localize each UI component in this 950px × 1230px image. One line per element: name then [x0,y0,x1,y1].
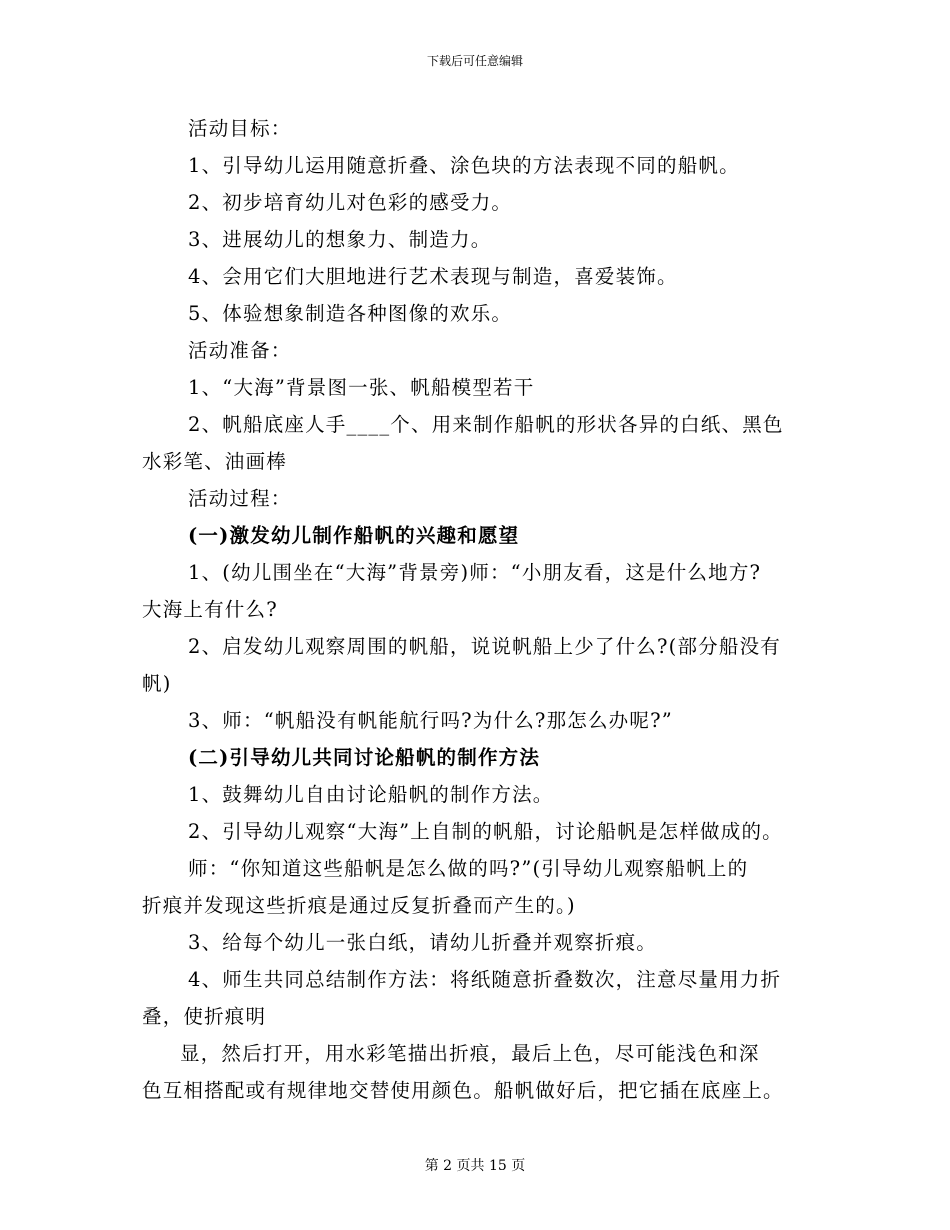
paragraph-line: 3、给每个幼儿一张白纸，请幼儿折叠并观察折痕。 [188,931,658,954]
section-heading-goals: 活动目标： [188,117,292,140]
paragraph-line: 5、体验想象制造各种图像的欢乐。 [188,302,513,325]
section-heading-preparation: 活动准备： [188,339,292,362]
subsection-heading-2: (二)引导幼儿共同讨论船帆的制作方法 [188,746,541,769]
paragraph-line: 3、师：“帆船没有帆能航行吗?为什么?那怎么办呢?” [188,709,673,732]
paragraph-line-continued: 折痕并发现这些折痕是通过反复折叠而产生的。) [142,894,576,917]
subsection-heading-1: (一)激发幼儿制作船帆的兴趣和愿望 [188,524,520,547]
paragraph-line: 师：“你知道这些船帆是怎么做的吗?”(引导幼儿观察船帆上的 [188,857,749,880]
paragraph-line: 显，然后打开，用水彩笔描出折痕，最后上色，尽可能浅色和深 [180,1042,760,1065]
paragraph-line-continued: 水彩笔、油画棒 [142,450,287,473]
paragraph-line-continued: 叠，使折痕明 [142,1005,267,1028]
paragraph-line: 2、引导幼儿观察“大海”上自制的帆船，讨论船帆是怎样做成的。 [188,820,783,843]
page-footer: 第 2 页共 15 页 [424,1158,526,1174]
section-heading-process: 活动过程： [188,487,292,510]
paragraph-line-continued: 色互相搭配或有规律地交替使用颜色。船帆做好后，把它插在底座上。 [142,1079,784,1102]
paragraph-line: 2、帆船底座人手____个、用来制作船帆的形状各异的白纸、黑色 [188,413,784,436]
paragraph-line-continued: 帆) [142,672,172,695]
paragraph-line: 1、“大海”背景图一张、帆船模型若干 [188,376,535,399]
page-header: 下载后可任意编辑 [426,54,523,68]
paragraph-line: 4、会用它们大胆地进行艺术表现与制造，喜爱装饰。 [188,265,678,288]
paragraph-line: 2、初步培育幼儿对色彩的感受力。 [188,191,513,214]
paragraph-line: 2、启发幼儿观察周围的帆船，说说帆船上少了什么?(部分船没有 [188,635,781,658]
paragraph-line: 3、进展幼儿的想象力、制造力。 [188,228,492,251]
paragraph-line: 1、鼓舞幼儿自由讨论船帆的制作方法。 [188,783,554,806]
paragraph-line: 1、引导幼儿运用随意折叠、涂色块的方法表现不同的船帆。 [188,154,740,177]
paragraph-line-continued: 大海上有什么? [142,598,278,621]
document-body [142,110,822,1109]
paragraph-line: 4、师生共同总结制作方法：将纸随意折叠数次，注意尽量用力折 [188,968,782,991]
paragraph-line: 1、(幼儿围坐在“大海”背景旁)师：“小朋友看，这是什么地方? [188,561,762,584]
